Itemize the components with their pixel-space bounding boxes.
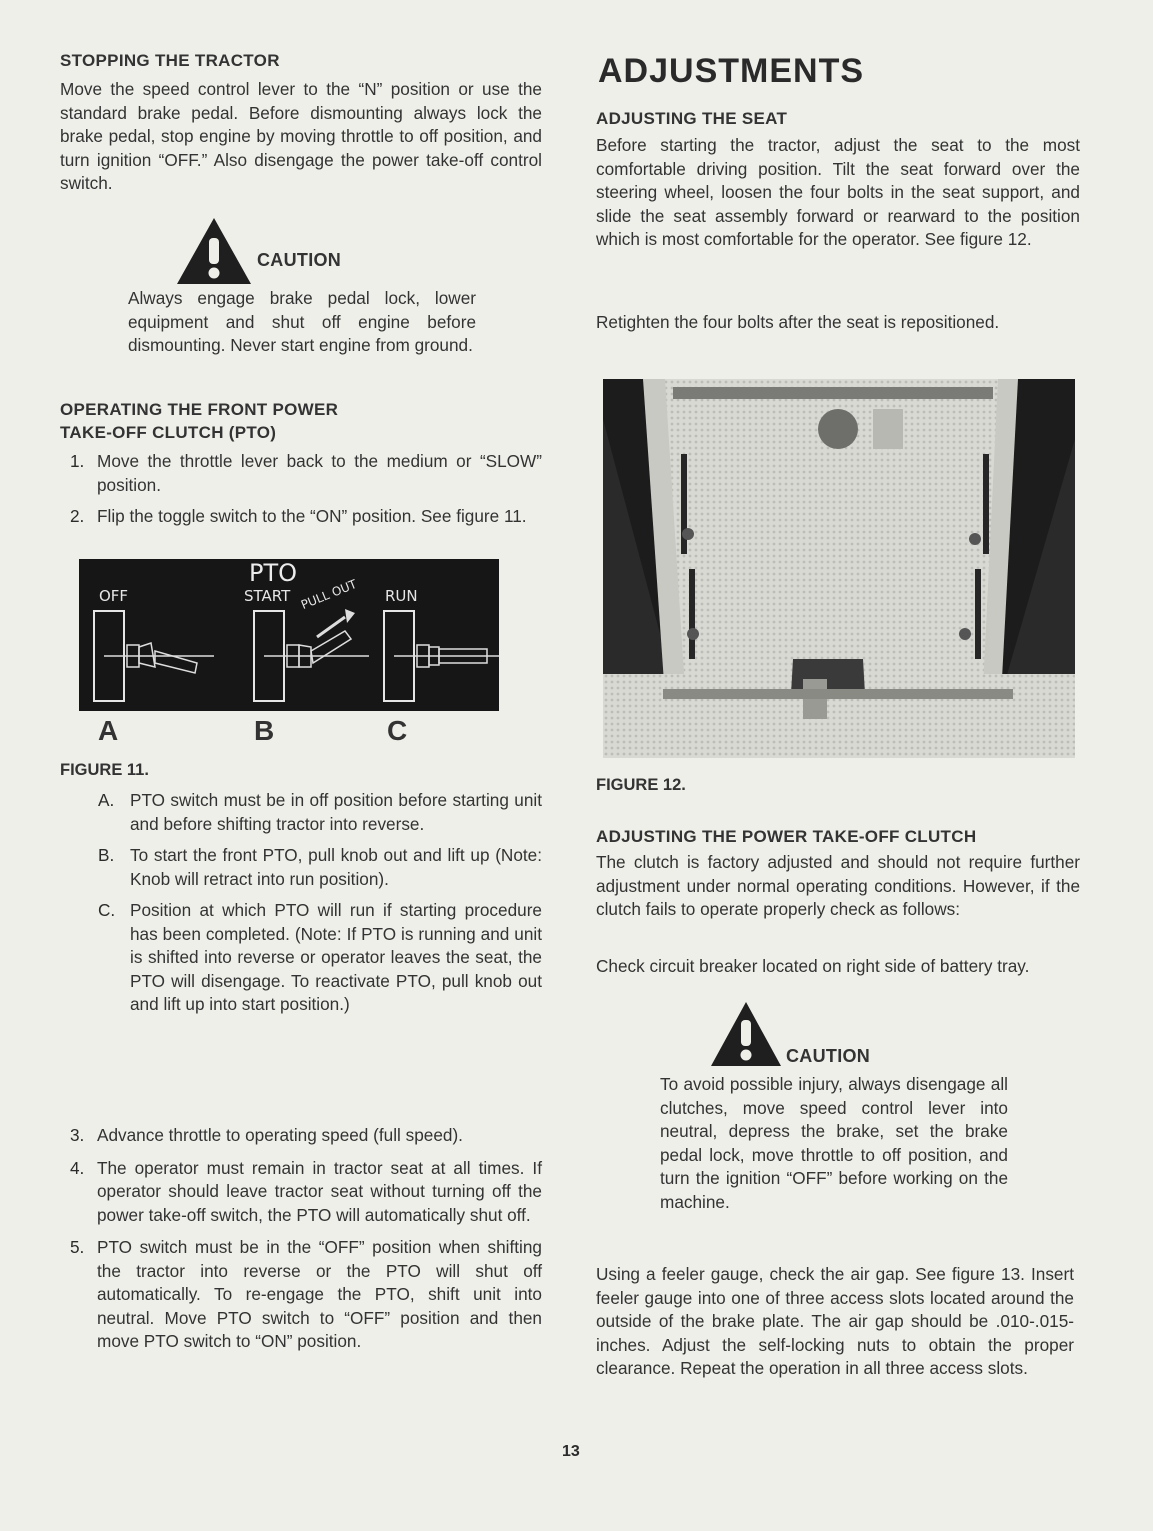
list-item <box>60 1124 542 1148</box>
seat-support-photo <box>603 379 1075 758</box>
figure-11-panel <box>79 559 499 711</box>
stopping-body: Move the speed control lever to the “N” position or use the standard brake pedal. Before dismounting always lock the brake pedal, stop engine by moving throttle to off position, and turn ignition “OFF.” Also disengage the power take-off control switch. <box>60 79 542 193</box>
warning-triangle-icon <box>175 216 253 286</box>
pto-pull-out-label: PULL OUT <box>299 576 359 612</box>
list-item <box>98 844 542 891</box>
clutch-body-1: The clutch is factory adjusted and should not require further adjustment under normal operating conditions. However, if the clutch fails to operate properly check as follows: <box>596 852 1080 919</box>
steps-list-2 <box>60 1124 542 1354</box>
item-letter: A. <box>98 790 115 810</box>
seat-body-1: Before starting the tractor, adjust the seat to the most comfortable driving position. Tilt the seat forward over the steering wheel, loosen the four bolts in the seat support, and slide the seat assembly forward or rearward to the position which is most comfortable for the operator. See figure 12. <box>596 135 1080 249</box>
step-number: 3. <box>70 1125 85 1145</box>
caution-body: Always engage brake pedal lock, lower equipment and shut off engine before dismounting. Never start engine from ground. <box>128 288 476 355</box>
pto-title: PTO <box>249 559 298 587</box>
figure-11-caption: FIGURE 11. <box>60 761 149 779</box>
page-number: 13 <box>562 1443 580 1460</box>
item-text: To start the front PTO, pull knob out and lift up (Note: Knob will retract into run position). <box>130 845 542 889</box>
page-title: ADJUSTMENTS <box>598 52 865 90</box>
operating-heading-line1: OPERATING THE FRONT POWER <box>60 400 339 419</box>
steps-list-1 <box>60 450 542 529</box>
step-text: The operator must remain in tractor seat at all times. If operator should leave tractor seat without turning off the power take-off switch, the PTO will automatically shut off. <box>97 1157 542 1225</box>
list-item <box>98 899 542 1017</box>
stopping-heading: STOPPING THE TRACTOR <box>60 51 280 70</box>
caution-label: CAUTION <box>786 1046 871 1066</box>
item-letter: B. <box>98 845 115 865</box>
step-number: 1. <box>70 451 85 471</box>
step-text: PTO switch must be in the “OFF” position when shifting the tractor into reverse or the PTO will shut off automatically. To re-engage the PTO, shift unit into neutral. Move PTO switch to “OFF” position and then move PTO switch to “ON” position. <box>97 1237 542 1351</box>
list-item <box>60 505 542 529</box>
figure-12-photo <box>603 379 1075 758</box>
item-text: PTO switch must be in off position before starting unit and before shifting tractor into reverse. <box>130 790 542 834</box>
clutch-heading: ADJUSTING THE POWER TAKE-OFF CLUTCH <box>596 827 977 846</box>
step-number: 2. <box>70 506 85 526</box>
step-number: 5. <box>70 1237 85 1257</box>
list-item <box>60 1236 542 1354</box>
seat-heading: ADJUSTING THE SEAT <box>596 109 788 128</box>
operating-heading-line2: TAKE-OFF CLUTCH (PTO) <box>60 423 277 442</box>
figure-letter-c: C <box>387 715 408 746</box>
step-number: 4. <box>70 1157 85 1178</box>
list-item <box>60 1157 542 1228</box>
step-text: Flip the toggle switch to the “ON” position. See figure 11. <box>97 506 527 526</box>
pto-run-label: RUN <box>385 587 418 605</box>
pto-off-label: OFF <box>99 587 129 605</box>
caution-body: To avoid possible injury, always disengage all clutches, move speed control lever into neutral, depress the brake, set the brake pedal lock, move throttle to off position, and turn the ignition “OFF” before working on the machine. <box>660 1074 1008 1212</box>
warning-triangle-icon <box>709 1000 783 1068</box>
list-item <box>60 450 542 497</box>
pto-start-label: START <box>244 587 291 605</box>
figure-letter-a: A <box>98 715 119 746</box>
step-text: Move the throttle lever back to the medium or “SLOW” position. <box>97 451 542 495</box>
list-item <box>98 789 542 836</box>
clutch-body-2: Check circuit breaker located on right side of battery tray. <box>596 956 1030 976</box>
seat-body-2: Retighten the four bolts after the seat is repositioned. <box>596 312 1000 332</box>
lettered-list <box>98 789 542 1017</box>
step-text: Advance throttle to operating speed (full speed). <box>97 1125 463 1145</box>
figure-12-caption: FIGURE 12. <box>596 776 686 794</box>
item-text: Position at which PTO will run if starting procedure has been completed. (Note: If PTO is running and unit is shifted into reverse or operator leaves the seat, the PTO will disengage. To reactivate PTO, pull knob out and lift up into start position.) <box>130 900 542 1014</box>
item-letter: C. <box>98 900 116 920</box>
caution-label: CAUTION <box>257 250 342 270</box>
airgap-body: Using a feeler gauge, check the air gap. See figure 13. Insert feeler gauge into one of three access slots located around the outside of the brake plate. The air gap should be .010-.015-inches. Adjust the self-locking nuts to obtain the proper clearance. Repeat the operation in all three access slots. <box>596 1264 1074 1378</box>
figure-letter-b: B <box>254 715 275 746</box>
